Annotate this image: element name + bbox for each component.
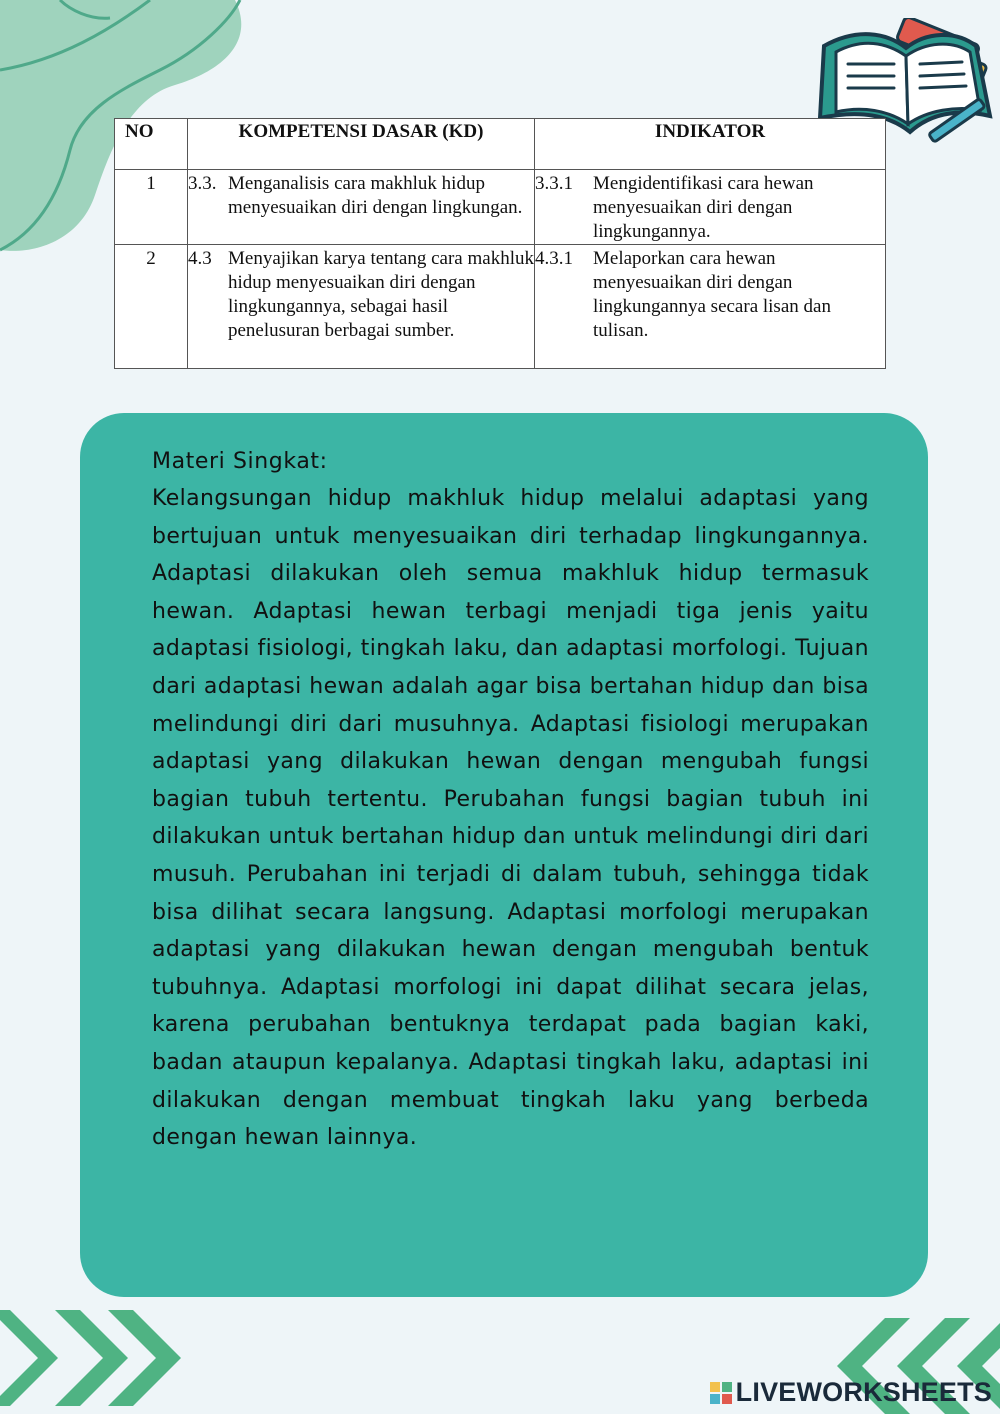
header-indikator: INDIKATOR bbox=[535, 119, 886, 170]
indicator-cell bbox=[535, 170, 886, 245]
materi-singkat-box bbox=[80, 413, 928, 1297]
chevron-right-icon bbox=[0, 1308, 190, 1408]
table-row bbox=[115, 245, 886, 369]
row-number: 1 bbox=[115, 170, 188, 245]
kd-indicator-table bbox=[114, 118, 886, 369]
indicator-cell bbox=[535, 245, 886, 369]
indicator-text: Mengidentifikasi cara hewan menyesuaikan diri dengan lingkungannya. bbox=[593, 173, 814, 242]
kd-code: 4.3 bbox=[188, 248, 212, 269]
materi-body: Kelangsungan hidup makhluk hidup melalui adaptasi yang bertujuan untuk menyesuaikan diri terhadap lingkungannya. Adaptasi dilakukan oleh semua makhluk hidup termasuk hewan. Adaptasi hewan terbagi menjadi tiga jenis yaitu adaptasi fisiologi, tingkah laku, dan adaptasi morfologi. Tujuan dari adaptasi hewan adalah agar bisa bertahan hidup dan bisa melindungi diri dari musuhnya. Adaptasi fisiologi merupakan adaptasi yang dilakukan hewan dengan mengubah fungsi bagian tubuh tertentu. Perubahan fungsi bagian tubuh ini dilakukan untuk bertahan hidup dan untuk melindungi diri dari musuh. Perubahan ini terjadi di dalam tubuh, sehingga tidak bisa dilihat secara langsung. Adaptasi morfologi merupakan adaptasi yang dilakukan hewan dengan mengubah bentuk tubuhnya. Adaptasi morfologi ini dapat dilihat secara jelas, karena perubahan bentuknya terdapat pada bagian kaki, badan ataupun kepalanya. Adaptasi tingkah laku, adaptasi ini dilakukan dengan membuat tingkah laku yang berbeda dengan hewan lainnya. bbox=[152, 486, 869, 1151]
kd-text: Menganalisis cara makhluk hidup menyesuaikan diri dengan lingkungan. bbox=[228, 173, 523, 218]
header-kompetensi-dasar: KOMPETENSI DASAR (KD) bbox=[188, 119, 535, 170]
kd-text: Menyajikan karya tentang cara makhluk hidup menyesuaikan diri dengan lingkungannya, sebagai hasil penelusuran berbagai sumber. bbox=[228, 248, 534, 341]
header-no: NO bbox=[115, 119, 188, 170]
brand-name: LIVEWORKSHEETS bbox=[735, 1377, 992, 1407]
table-row bbox=[115, 170, 886, 245]
kd-cell bbox=[188, 245, 535, 369]
indicator-text: Melaporkan cara hewan menyesuaikan diri dengan lingkungannya secara lisan dan tulisan. bbox=[593, 248, 831, 341]
kd-cell bbox=[188, 170, 535, 245]
liveworksheets-logo-icon bbox=[710, 1382, 732, 1404]
indicator-code: 3.3.1 bbox=[535, 173, 573, 194]
indicator-code: 4.3.1 bbox=[535, 248, 573, 269]
liveworksheets-brand bbox=[710, 1377, 992, 1408]
materi-title: Materi Singkat: bbox=[152, 449, 328, 474]
row-number: 2 bbox=[115, 245, 188, 369]
kd-code: 3.3. bbox=[188, 173, 217, 194]
table-header-row bbox=[115, 119, 886, 170]
